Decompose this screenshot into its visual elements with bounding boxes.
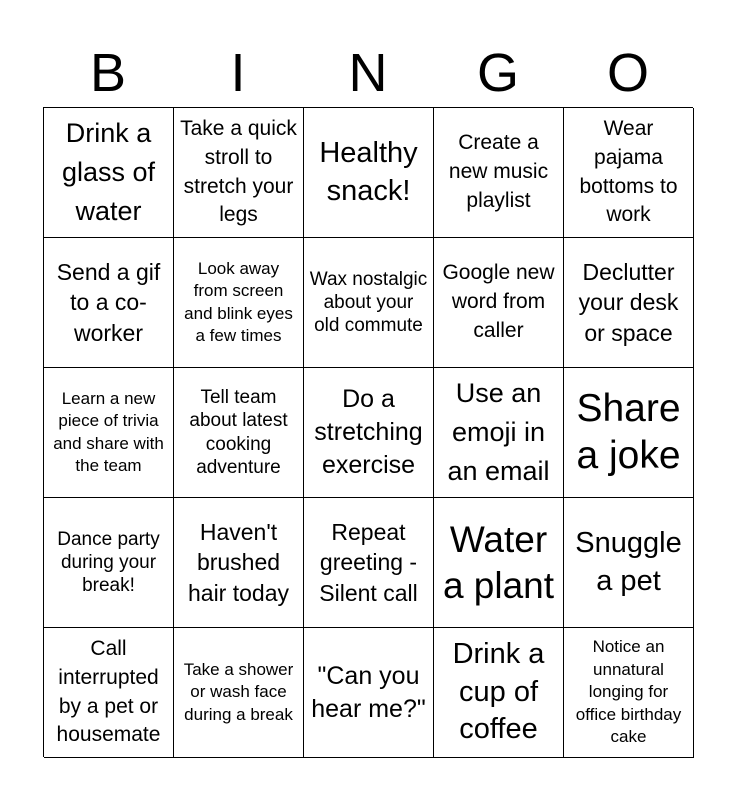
cell-text: Haven't brushed hair today [187,518,289,606]
cell-text: Wear pajama bottoms to work [579,116,678,227]
bingo-cell-r5-c1[interactable] [44,628,174,758]
cell-text: Snuggle a pet [575,526,682,597]
bingo-cell-r1-c4[interactable] [434,108,564,238]
cell-text: Take a shower or wash face during a break [183,659,294,724]
cell-text: Google new word from caller [442,261,555,342]
bingo-cell-r4-c4[interactable] [434,498,564,628]
bingo-cell-r5-c2[interactable] [174,628,304,758]
cell-text: "Can you hear me?" [311,661,426,723]
cell-text: Take a quick stroll to stretch your legs [180,116,297,227]
bingo-cell-r1-c1[interactable] [44,108,174,238]
bingo-cell-r2-c1[interactable] [44,238,174,368]
cell-text: Call interrupted by a pet or housemate [56,636,161,747]
cell-text: Dance party during your break! [57,528,160,597]
bingo-cell-r1-c5[interactable] [564,108,694,238]
cell-text: Send a gif to a co-worker [56,258,161,346]
bingo-cell-r4-c3[interactable] [304,498,434,628]
cell-text: Do a stretching exercise [314,385,423,479]
header-letter-i: I [230,43,246,103]
cell-text: Repeat greeting - Silent call [319,518,418,606]
cell-text: Notice an unnatural longing for office birthday cake [575,637,682,747]
bingo-cell-r5-c5[interactable] [564,628,694,758]
bingo-cell-r4-c1[interactable] [44,498,174,628]
cell-text: Create a new music playlist [448,131,549,212]
cell-text: Water a plant [442,519,555,606]
bingo-cell-r3-c1[interactable] [44,368,174,498]
bingo-cell-r1-c3[interactable] [304,108,434,238]
header-letter-o: O [606,43,649,103]
cell-text: Drink a cup of coffee [452,637,545,746]
bingo-cell-r2-c2[interactable] [174,238,304,368]
bingo-cell-r2-c4[interactable] [434,238,564,368]
cell-text: Drink a glass of water [61,118,156,226]
cell-text: Use an emoji in an email [447,378,550,486]
bingo-card-grid [43,107,693,757]
bingo-cell-r1-c2[interactable] [174,108,304,238]
header-letter-g: G [476,43,519,103]
cell-text: Learn a new piece of trivia and share with the team [53,388,164,475]
bingo-cell-r2-c5[interactable] [564,238,694,368]
cell-text: Tell team about latest cooking adventure [189,387,288,478]
bingo-cell-r3-c2[interactable] [174,368,304,498]
cell-text: Declutter your desk or space [578,258,679,346]
bingo-cell-r4-c5[interactable] [564,498,694,628]
bingo-cell-r3-c3[interactable] [304,368,434,498]
bingo-cell-r3-c5[interactable] [564,368,694,498]
cell-text: Share a joke [576,387,681,477]
cell-text: Look away from screen and blink eyes a few times [184,258,293,345]
bingo-cell-r5-c4[interactable] [434,628,564,758]
bingo-cell-r4-c2[interactable] [174,498,304,628]
bingo-cell-r2-c3[interactable] [304,238,434,368]
header-letter-n: N [348,43,388,103]
header-letter-b: B [89,43,127,103]
cell-text: Healthy snack! [319,136,418,207]
cell-text: Wax nostalgic about your old commute [309,268,428,337]
bingo-cell-r3-c4[interactable] [434,368,564,498]
bingo-header [43,40,693,106]
bingo-cell-r5-c3[interactable] [304,628,434,758]
